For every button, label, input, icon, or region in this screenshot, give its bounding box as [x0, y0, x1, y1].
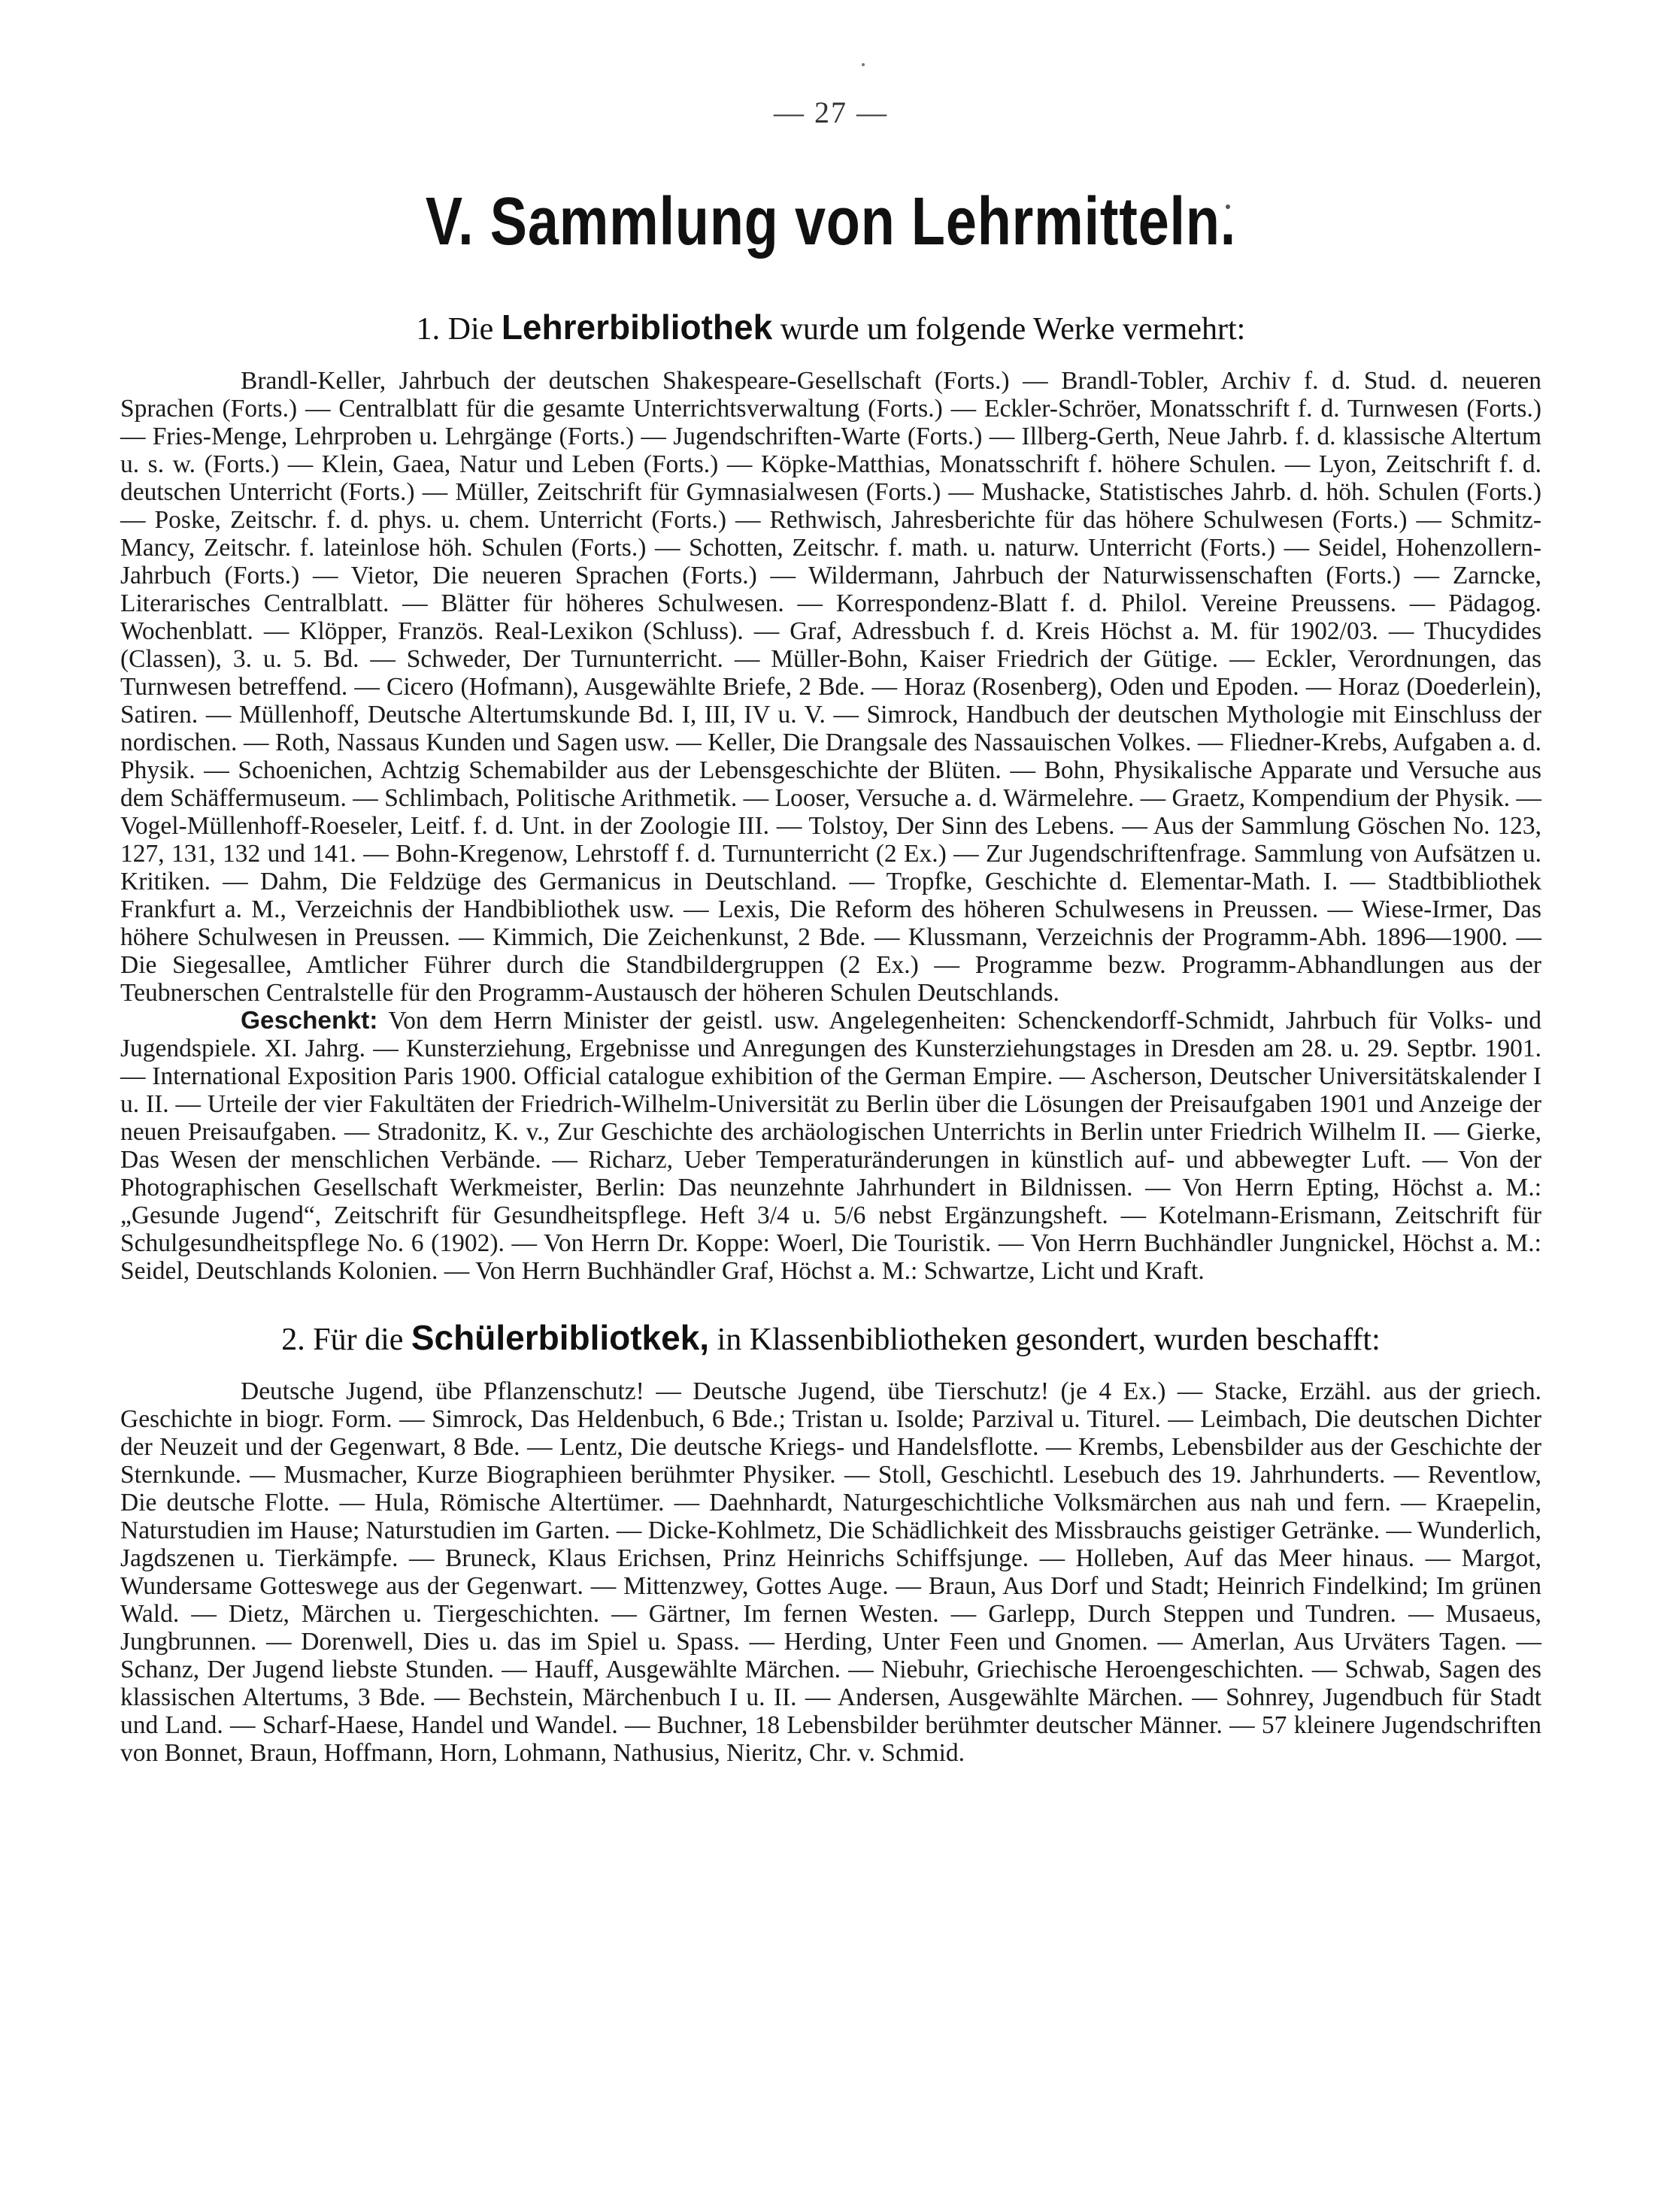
document-page — [120, 90, 1541, 1767]
chapter-title: V. Sammlung von Lehrmitteln. — [425, 184, 1237, 259]
section-heading-teacher-library — [120, 305, 1541, 352]
teacher-library-acquisitions: Brandl-Keller, Jahrbuch der deutschen Shakespeare-Gesellschaft (Forts.) — Brandl-Tobler, Archiv f. d. Stud. d. neueren Sprachen (Forts.) — Centralblatt für die gesamte Unterrichtsverwaltung (Forts.) — Eckler-Schröer, Monatsschrift f. d. Turnwesen (Forts.) — Fries-Menge, Lehrproben u. Lehrgänge (Forts.) — Jugendschriften-Warte (Forts.) — Illberg-Gerth, Neue Jahrb. f. d. klassische Altertum u. s. w. (Forts.) — Klein, Gaea, Natur und Leben (Forts.) — Köpke-Matthias, Monatsschrift f. höhere Schulen. — Lyon, Zeitschrift f. d. deutschen Unterricht (Forts.) — Müller, Zeitschrift für Gymnasialwesen (Forts.) — Mushacke, Statistisches Jahrb. d. höh. Schulen (Forts.) — Poske, Zeitschr. f. d. phys. u. chem. Unterricht (Forts.) — Rethwisch, Jahresberichte für das höhere Schulwesen (Forts.) — Schmitz-Mancy, Zeitschr. f. lateinlose höh. Schulen (Forts.) — Schotten, Zeitschr. f. math. u. naturw. Unterricht (Forts.) — Seidel, Hohenzollern-Jahrbuch (Forts.) — Vietor, Die neueren Sprachen (Forts.) — Wildermann, Jahrbuch der Naturwissenschaften (Forts.) — Zarncke, Literarisches Centralblatt. — Blätter für höheres Schulwesen. — Korrespondenz-Blatt f. d. Philol. Vereine Preussens. — Pädagog. Wochenblatt. — Klöpper, Französ. Real-Lexikon (Schluss). — Graf, Adressbuch f. d. Kreis Höchst a. M. für 1902/03. — Thucydides (Classen), 3. u. 5. Bd. — Schweder, Der Turnunterricht. — Müller-Bohn, Kaiser Friedrich der Gütige. — Eckler, Verordnungen, das Turnwesen betreffend. — Cicero (Hofmann), Ausgewählte Briefe, 2 Bde. — Horaz (Rosenberg), Oden und Epoden. — Horaz (Doederlein), Satiren. — Müllenhoff, Deutsche Altertumskunde Bd. I, III, IV u. V. — Simrock, Handbuch der deutschen Mythologie mit Einschluss der nordischen. — Roth, Nassaus Kunden und Sagen usw. — Keller, Die Drangsale des Nassauischen Volkes. — Fliedner-Krebs, Aufgaben a. d. Physik. — Schoenichen, Achtzig Schemabilder aus der Lebensgeschichte der Blüten. — Bohn, Physikalische Apparate und Versuche aus dem Schäffermuseum. — Schlimbach, Politische Arithmetik. — Looser, Versuche a. d. Wärmelehre. — Graetz, Kompendium der Physik. — Vogel-Müllenhoff-Roeseler, Leitf. f. d. Unt. in der Zoologie III. — Tolstoy, Der Sinn des Lebens. — Aus der Sammlung Göschen No. 123, 127, 131, 132 und 141. — Bohn-Kregenow, Lehrstoff f. d. Turnunterricht (2 Ex.) — Zur Jugendschriftenfrage. Sammlung von Aufsätzen u. Kritiken. — Dahm, Die Feldzüge des Germanicus in Deutschland. — Tropfke, Geschichte d. Elementar-Math. I. — Stadtbibliothek Frankfurt a. M., Verzeichnis der Handbibliothek usw. — Lexis, Die Reform des höheren Schulwesens in Preussen. — Wiese-Irmer, Das höhere Schulwesen in Preussen. — Kimmich, Die Zeichenkunst, 2 Bde. — Klussmann, Verzeichnis der Programm-Abh. 1896—1900. — Die Siegesallee, Amtlicher Führer durch die Standbildergruppen (2 Ex.) — Programme bezw. Programm-Abhandlungen aus der Teubnerschen Centralstelle für den Programm-Austausch der höheren Schulen Deutschlands. — [120, 367, 1541, 1007]
gift-text: Von dem Herrn Minister der geistl. usw. Angelegenheiten: Schenckendorff-Schmidt, Jahrbuch für Volks- und Jugendspiele. XI. Jahrg. — Kunsterziehung, Ergebnisse und Anregungen des Kunsterziehungstages in Dresden am 28. u. 29. Septbr. 1901. — International Exposition Paris 1900. Official catalogue exhibition of the German Empire. — Ascherson, Deutscher Universitätskalender I u. II. — Urteile der vier Fakultäten der Friedrich-Wilhelm-Universität zu Berlin über die Lösungen der Preisaufgaben 1901 und Anzeige der neuen Preisaufgaben. — Stradonitz, K. v., Zur Geschichte des archäologischen Unterrichts in Berlin unter Friedrich Wilhelm II. — Gierke, Das Wesen der menschlichen Verbände. — Richarz, Ueber Temperaturänderungen in künstlich auf- und abbewegter Luft. — Von der Photographischen Gesellschaft Werkmeister, Berlin: Das neunzehnte Jahrhundert in Bildnissen. — Von Herrn Epting, Höchst a. M.: „Gesunde Jugend“, Zeitschrift für Gesundheitspflege. Heft 3/4 u. 5/6 nebst Ergänzungsheft. — Kotelmann-Erismann, Zeitschrift für Schulgesundheitspflege No. 6 (1902). — Von Herrn Dr. Koppe: Woerl, Die Touristik. — Von Herrn Buchhändler Jungnickel, Höchst a. M.: Seidel, Deutschlands Kolonien. — Von Herrn Buchhändler Graf, Höchst a. M.: Schwartze, Licht und Kraft. — [120, 1007, 1541, 1285]
section-heading-student-library — [120, 1315, 1541, 1362]
section-number: 2. Für die — [281, 1323, 404, 1357]
print-speck — [862, 63, 865, 66]
gift-label: Geschenkt: — [241, 1007, 378, 1035]
section-name: Schülerbibliotkek, — [411, 1318, 710, 1357]
section-name: Lehrerbibliothek — [501, 308, 773, 347]
section-heading-rest: wurde um folgende Werke vermehrt: — [780, 312, 1246, 347]
teacher-library-gifts — [120, 1007, 1541, 1285]
section-heading-rest: in Klassenbibliotheken gesondert, wurden beschafft: — [717, 1323, 1381, 1357]
student-library-acquisitions: Deutsche Jugend, übe Pflanzenschutz! — Deutsche Jugend, übe Tierschutz! (je 4 Ex.) — Stacke, Erzähl. aus der griech. Geschichte in biogr. Form. — Simrock, Das Heldenbuch, 6 Bde.; Tristan u. Isolde; Parzival u. Titurel. — Leimbach, Die deutschen Dichter der Neuzeit und der Gegenwart, 8 Bde. — Lentz, Die deutsche Kriegs- und Handelsflotte. — Krembs, Lebensbilder aus der Geschichte der Sternkunde. — Musmacher, Kurze Biographieen berühmter Physiker. — Stoll, Geschichtl. Lesebuch des 19. Jahrhunderts. — Reventlow, Die deutsche Flotte. — Hula, Römische Altertümer. — Daehnhardt, Naturgeschichtliche Volksmärchen aus nah und fern. — Kraepelin, Naturstudien im Hause; Naturstudien im Garten. — Dicke-Kohlmetz, Die Schädlichkeit des Missbrauchs geistiger Getränke. — Wunderlich, Jagdszenen u. Tierkämpfe. — Bruneck, Klaus Erichsen, Prinz Heinrichs Schiffsjunge. — Holleben, Auf das Meer hinaus. — Margot, Wundersame Gotteswege aus der Gegenwart. — Mittenzwey, Gottes Auge. — Braun, Aus Dorf und Stadt; Heinrich Findelkind; Im grünen Wald. — Dietz, Märchen u. Tiergeschichten. — Gärtner, Im fernen Westen. — Garlepp, Durch Steppen und Tundren. — Musaeus, Jungbrunnen. — Dorenwell, Dies u. das im Spiel u. Spass. — Herding, Unter Feen und Gnomen. — Amerlan, Aus Urväters Tagen. — Schanz, Der Jugend liebste Stunden. — Hauff, Ausgewählte Märchen. — Niebuhr, Griechische Heroengeschichten. — Schwab, Sagen des klassischen Altertums, 3 Bde. — Bechstein, Märchenbuch I u. II. — Andersen, Ausgewählte Märchen. — Sohnrey, Jugendbuch für Stadt und Land. — Scharf-Haese, Handel und Wandel. — Buchner, 18 Lebensbilder berühmter deutscher Männer. — 57 kleinere Jugendschriften von Bonnet, Braun, Hoffmann, Horn, Lohmann, Nathusius, Nieritz, Chr. v. Schmid. — [120, 1377, 1541, 1767]
page-number: — 27 — — [774, 95, 888, 129]
section-number: 1. Die — [416, 312, 494, 347]
